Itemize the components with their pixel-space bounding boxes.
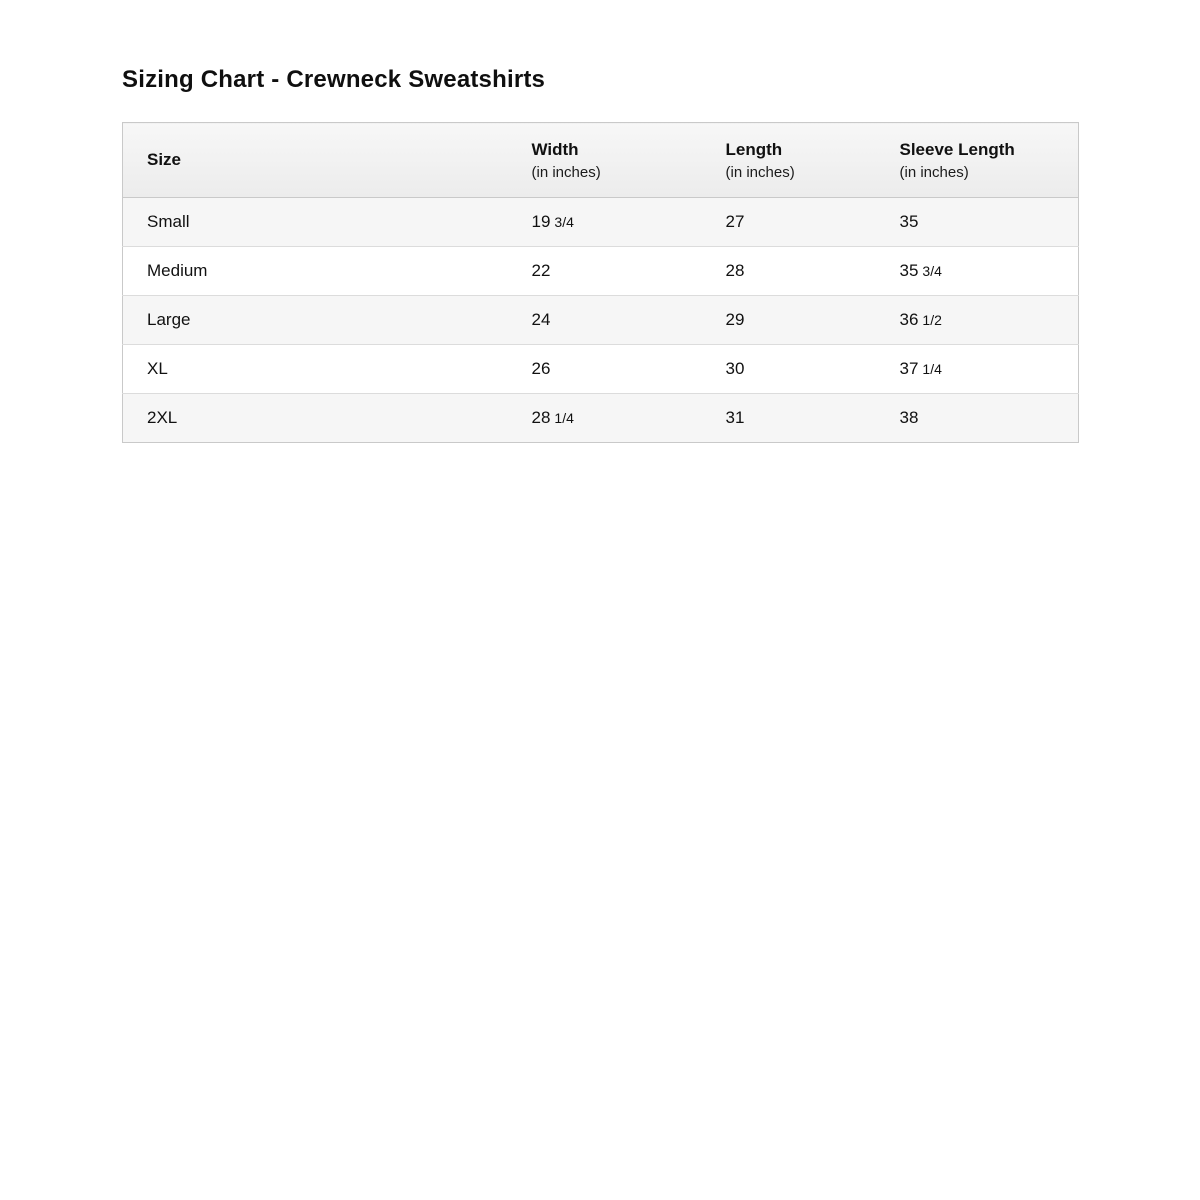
value-main: 37 (899, 359, 919, 378)
column-label: Sleeve Length (899, 139, 1015, 159)
column-sublabel: (in inches) (899, 163, 969, 181)
value-main: 26 (531, 359, 551, 378)
column-label: Width (531, 139, 579, 159)
size-cell: XL (147, 359, 168, 378)
value-fraction: 3/4 (922, 263, 942, 279)
value-main: 28 (531, 408, 551, 427)
value-main: 22 (531, 261, 551, 280)
sizing-table (122, 122, 1079, 443)
sleeve-cell (876, 247, 1079, 296)
sleeve-cell (876, 394, 1079, 443)
width-cell (508, 345, 702, 394)
page-title: Sizing Chart - Crewneck Sweatshirts (122, 66, 546, 93)
sleeve-cell (876, 345, 1079, 394)
column-header-width (508, 123, 702, 198)
value-main: 28 (725, 261, 745, 280)
size-cell: 2XL (147, 408, 178, 427)
value-main: 29 (725, 310, 745, 329)
header-row (123, 123, 1079, 198)
value-main: 19 (531, 212, 551, 231)
value-main: 36 (899, 310, 919, 329)
column-header-sleeve-length (876, 123, 1079, 198)
value-fraction: 3/4 (554, 214, 574, 230)
size-cell: Small (147, 212, 190, 231)
sleeve-cell (876, 198, 1079, 247)
length-cell (702, 247, 876, 296)
table-row (123, 345, 1079, 394)
value-main: 35 (899, 212, 919, 231)
length-cell (702, 345, 876, 394)
size-cell: Large (147, 310, 191, 329)
value-main: 30 (725, 359, 745, 378)
value-main: 27 (725, 212, 745, 231)
column-label: Size (147, 150, 182, 169)
length-cell (702, 394, 876, 443)
table-row (123, 296, 1079, 345)
value-main: 31 (725, 408, 745, 427)
table-row (123, 247, 1079, 296)
page (122, 0, 1078, 443)
value-main: 38 (899, 408, 919, 427)
table-row (123, 394, 1079, 443)
column-sublabel: (in inches) (725, 163, 795, 181)
value-fraction: 1/4 (922, 361, 942, 377)
value-fraction: 1/2 (922, 312, 942, 328)
width-cell (508, 247, 702, 296)
sleeve-cell (876, 296, 1079, 345)
width-cell (508, 198, 702, 247)
length-cell (702, 296, 876, 345)
value-main: 24 (531, 310, 551, 329)
width-cell (508, 394, 702, 443)
column-label: Length (725, 139, 783, 159)
length-cell (702, 198, 876, 247)
column-header-length (702, 123, 876, 198)
value-main: 35 (899, 261, 919, 280)
column-header-size (123, 123, 508, 198)
value-fraction: 1/4 (554, 410, 574, 426)
table-body (123, 198, 1079, 443)
width-cell (508, 296, 702, 345)
table-row (123, 198, 1079, 247)
column-sublabel: (in inches) (531, 163, 601, 181)
size-cell: Medium (147, 261, 208, 280)
